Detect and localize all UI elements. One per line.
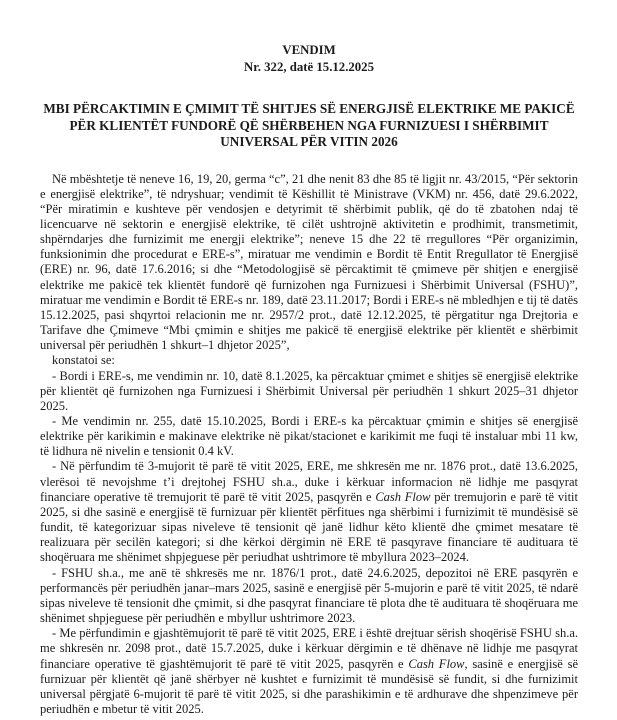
text-run: Në mbështetje të neneve 16, 19, 20, germa “c”, 21 dhe nenit 83 dhe 85 të ligjit nr. 43/2015, “Për sektorin e energjisë elektrike”, të ndryshuar; vendimit të Këshillit të Ministrave (VKM) nr. 456, datë 29.6.2022, “Për miratimin e kushteve për vendosjen e detyrimit të shërbimit publik, që do të zbatohen ndaj të licencuarve në sektorin e energjisë elektrike, të cilët ushtrojnë aktivitetin e prodhimit, transmetimit, shpërndarjes dhe furnizimit me energji elektrike”; neneve 15 dhe 22 të rregullores “Për organizimin, funksionimin dhe procedurat e ERE-s”, miratuar me vendimin e Bordit të Entit Rregullator të Energjisë (ERE) nr. 96, datë 17.6.2016; si dhe “Metodologjisë së përcaktimit të çmimeve për shitjen e energjisë elektrike me pakicë tek klientët fundorë që furnizohen nga Furnizuesi i Shërbimit Universal (FSHU)”, miratuar me vendimin e Bordit të ERE-s nr. 189, datë 23.11.2017; Bordi i ERE-s në mbledhjen e tij të datës 15.12.2025, pasi shqyrtoi relacionin me nr. 2957/2 prot., datë 12.12.2025, të përgatitur nga Drejtoria e Tarifave dhe Çmimeve “Mbi çmimin e shitjes me pakicë të energjisë elektrike për klientët e shërbimit universal për periudhën 1 shkurt–1 dhjetor 2025”, (40, 171, 578, 353)
paragraph (40, 353, 578, 368)
italic-text-run: Cash Flow (375, 489, 431, 504)
decision-header (40, 42, 578, 76)
text-run: , sasinë e energjisë së furnizuar për klientët që janë shërbyer në kushtet e furnizimit të mundësisë së fundit, si dhe furnizimit universal përgjatë 6-mujorit të parë të vitit 2025, si dhe parashikimin e të ardhurave dhe shpenzimeve për periudhën e mbetur të vitit 2025. (40, 656, 578, 716)
text-run: - FSHU sh.a., me anë të shkresës me nr. 1876/1 prot., datë 24.6.2025, depozitoi në ERE pasqyrën e performancës për periudhën janar–mars 2025, sasinë e energjisë për 5-mujorin e parë të vitit 2025, të ndarë sipas niveleve të tensionit dhe çmimit, si dhe pasqyrat financiare të plota dhe të audituara të shoqëruara me shënimet shpjeguese për periudhën e mbyllur ushtrimore 2023. (40, 565, 578, 626)
text-run: konstatoi se: (52, 353, 115, 368)
italic-text-run: Cash Flow (408, 656, 465, 671)
paragraph (40, 566, 578, 627)
text-run: - Bordi i ERE-s, me vendimin nr. 10, datë 8.1.2025, ka përcaktuar çmimet e shitjes së energjisë elektrike për klientët që furnizohen nga Furnizuesi i Shërbimit Universal për periudhën 1 shkurt 2025–31 dhjetor 2025. (40, 368, 578, 413)
text-run: për tremujorin e parë të vitit 2025, si dhe sasinë e energjisë të furnizuar për klientët përfitues nga shërbimi i furnizimit të mundësisë së fundit, të kategorizuar sipas niveleve të tensionit që janë lidhur këto klientë dhe çmimet mesatare të realizuara për secilën kategori; si dhe kërkoi dërgimin në ERE të pasqyrave financiare të audituara të shoqëruara me shënimet shpjeguese për periudhat ushtrimore të mbyllura 2023–2024. (40, 489, 579, 565)
document-body (40, 172, 578, 718)
decision-number-date: Nr. 322, datë 15.12.2025 (244, 60, 374, 74)
paragraph (40, 459, 578, 565)
paragraph (40, 626, 578, 717)
paragraph (40, 172, 578, 354)
text-run: - Me përfundimin e gjashtëmujorit të parë të vitit 2025, ERE i është drejtuar sërish shoqërisë FSHU sh.a. me shkresën nr. 2098 prot., datë 15.7.2025, duke i kërkuar dërgimin e të dhënave në lidhje me pasqyrat financiare operative të gjashtëmujorit të parë të vitit 2025, pasqyrën e (40, 626, 578, 671)
decision-type-label: VENDIM (282, 43, 336, 57)
paragraph (40, 369, 578, 414)
text-run: - Në përfundim të 3-mujorit të parë të vitit 2025, ERE, me shkresën me nr. 1876 prot., datë 13.6.2025, vlerësoi të nevojshme t’i drejtohej FSHU sh.a., duke i kërkuar informacion në lidhje me pasqyrat financiare operative të tremujorit të parë të vitit 2025, pasqyrën e (40, 459, 578, 504)
text-run: - Me vendimin nr. 255, datë 15.10.2025, Bordi i ERE-s ka përcaktuar çmimin e shitjes së energjisë elektrike për karikimin e makinave elektrike në pikat/stacionet e karikimit me fuqi të instaluar mbi 11 kw, të lidhura në nivelin e tensionit 0.4 kV. (40, 414, 578, 459)
decision-title: MBI PËRCAKTIMIN E ÇMIMIT TË SHITJES SË ENERGJISË ELEKTRIKE ME PAKICË PËR KLIENTËT FUNDORË QË SHËRBEHEN NGA FURNIZUESI I SHËRBIMIT UNIVERSAL PËR VITIN 2026 (43, 101, 575, 149)
paragraph (40, 414, 578, 459)
